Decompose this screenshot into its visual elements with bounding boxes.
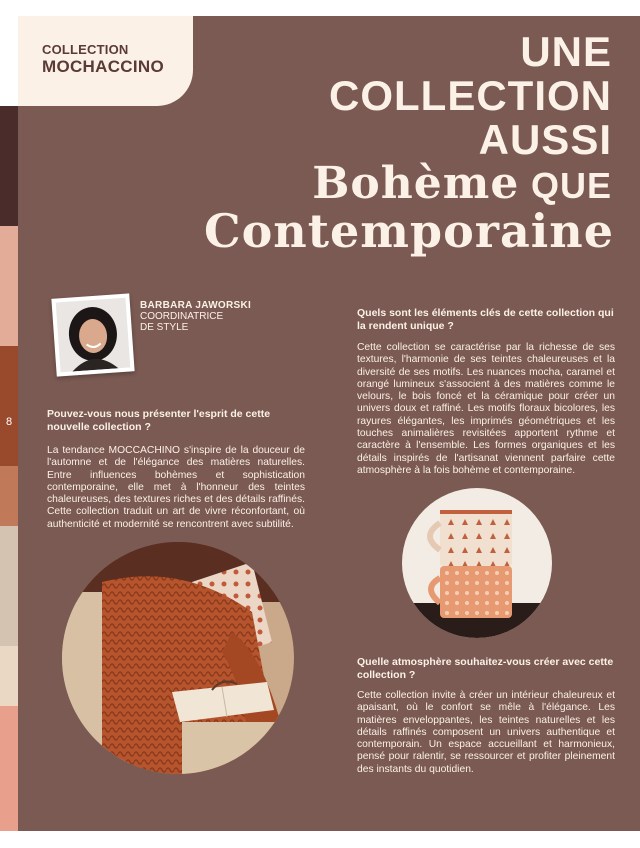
collection-name: MOCHACCINO [42,57,164,76]
sofa-throw-photo [62,542,294,774]
question-3: Quelle atmosphère souhaitez-vous créer avec cette collection ? [357,656,614,681]
headline-que: QUE [530,165,612,206]
author-role-1: COORDINATRICE [140,311,224,322]
color-swatch-6 [0,646,18,706]
headline-line-1: UNE [520,28,612,75]
headline-line-3: AUSSI [478,116,612,163]
color-swatch-7 [0,706,18,831]
headline-line-5: Contemporaine [204,204,614,258]
color-swatch-5 [0,526,18,646]
mugs-photo [402,488,552,638]
headline-line-4 [312,158,612,209]
author-role-2: DE STYLE [140,322,189,333]
collection-label: COLLECTION [42,42,129,57]
headline-boheme: Bohème [312,158,520,209]
headline-line-2: COLLECTION [329,72,612,119]
color-swatch-3 [0,346,18,466]
page-number: 8 [5,416,13,428]
author-name: BARBARA JAWORSKI [140,300,252,311]
author-portrait [51,293,134,376]
answer-2: Cette collection se caractérise par la richesse de ses textures, l'harmonie de ses teintes chaleureuses et la diversité de ses motifs. Les nuances mocha, caramel et orangé lumineux s'associent à des matières comme le velours, le bois foncé et la céramique pour créer un univers doux et raffiné. Les motifs floraux bicolores, les rayures élégantes, les imprimés géométriques et les touches animalières revisitées apportent rythme et caractère à l'ensemble. Les formes organiques et les détails inspirés de l'artisanat viennent parfaire cette atmosphère à la fois bohème et contemporaine. [357,342,615,476]
answer-3: Cette collection invite à créer un intérieur chaleureux et apaisant, où le confort se mêle à l'élégance. Les matières enveloppantes, les teintes naturelles et les détails raffinés composent un univers authentique et contemporain. Un espace accueillant et harmonieux, pensé pour ralentir, se ressourcer et profiter pleinement des instants du quotidien. [357,690,615,775]
color-swatch-4 [0,466,18,526]
portrait-image [56,298,131,373]
color-swatch-2 [0,226,18,346]
color-swatch-1 [0,106,18,226]
author-block [140,300,251,333]
question-2: Quels sont les éléments clés de cette collection qui la rendent unique ? [357,307,614,332]
question-1: Pouvez-vous nous présenter l'esprit de cette nouvelle collection ? [47,408,271,433]
answer-1: La tendance MOCCACHINO s'inspire de la douceur de l'automne et de l'élégance des matières naturelles. Entre influences bohèmes et sophistication contemporaine, elle met à l'honneur des teintes chaleureuses, des textures riches et des détails raffinés. Cette collection traduit un art de vivre réconfortant, où authenticité et modernité se rencontrent avec subtilité. [47,445,305,530]
